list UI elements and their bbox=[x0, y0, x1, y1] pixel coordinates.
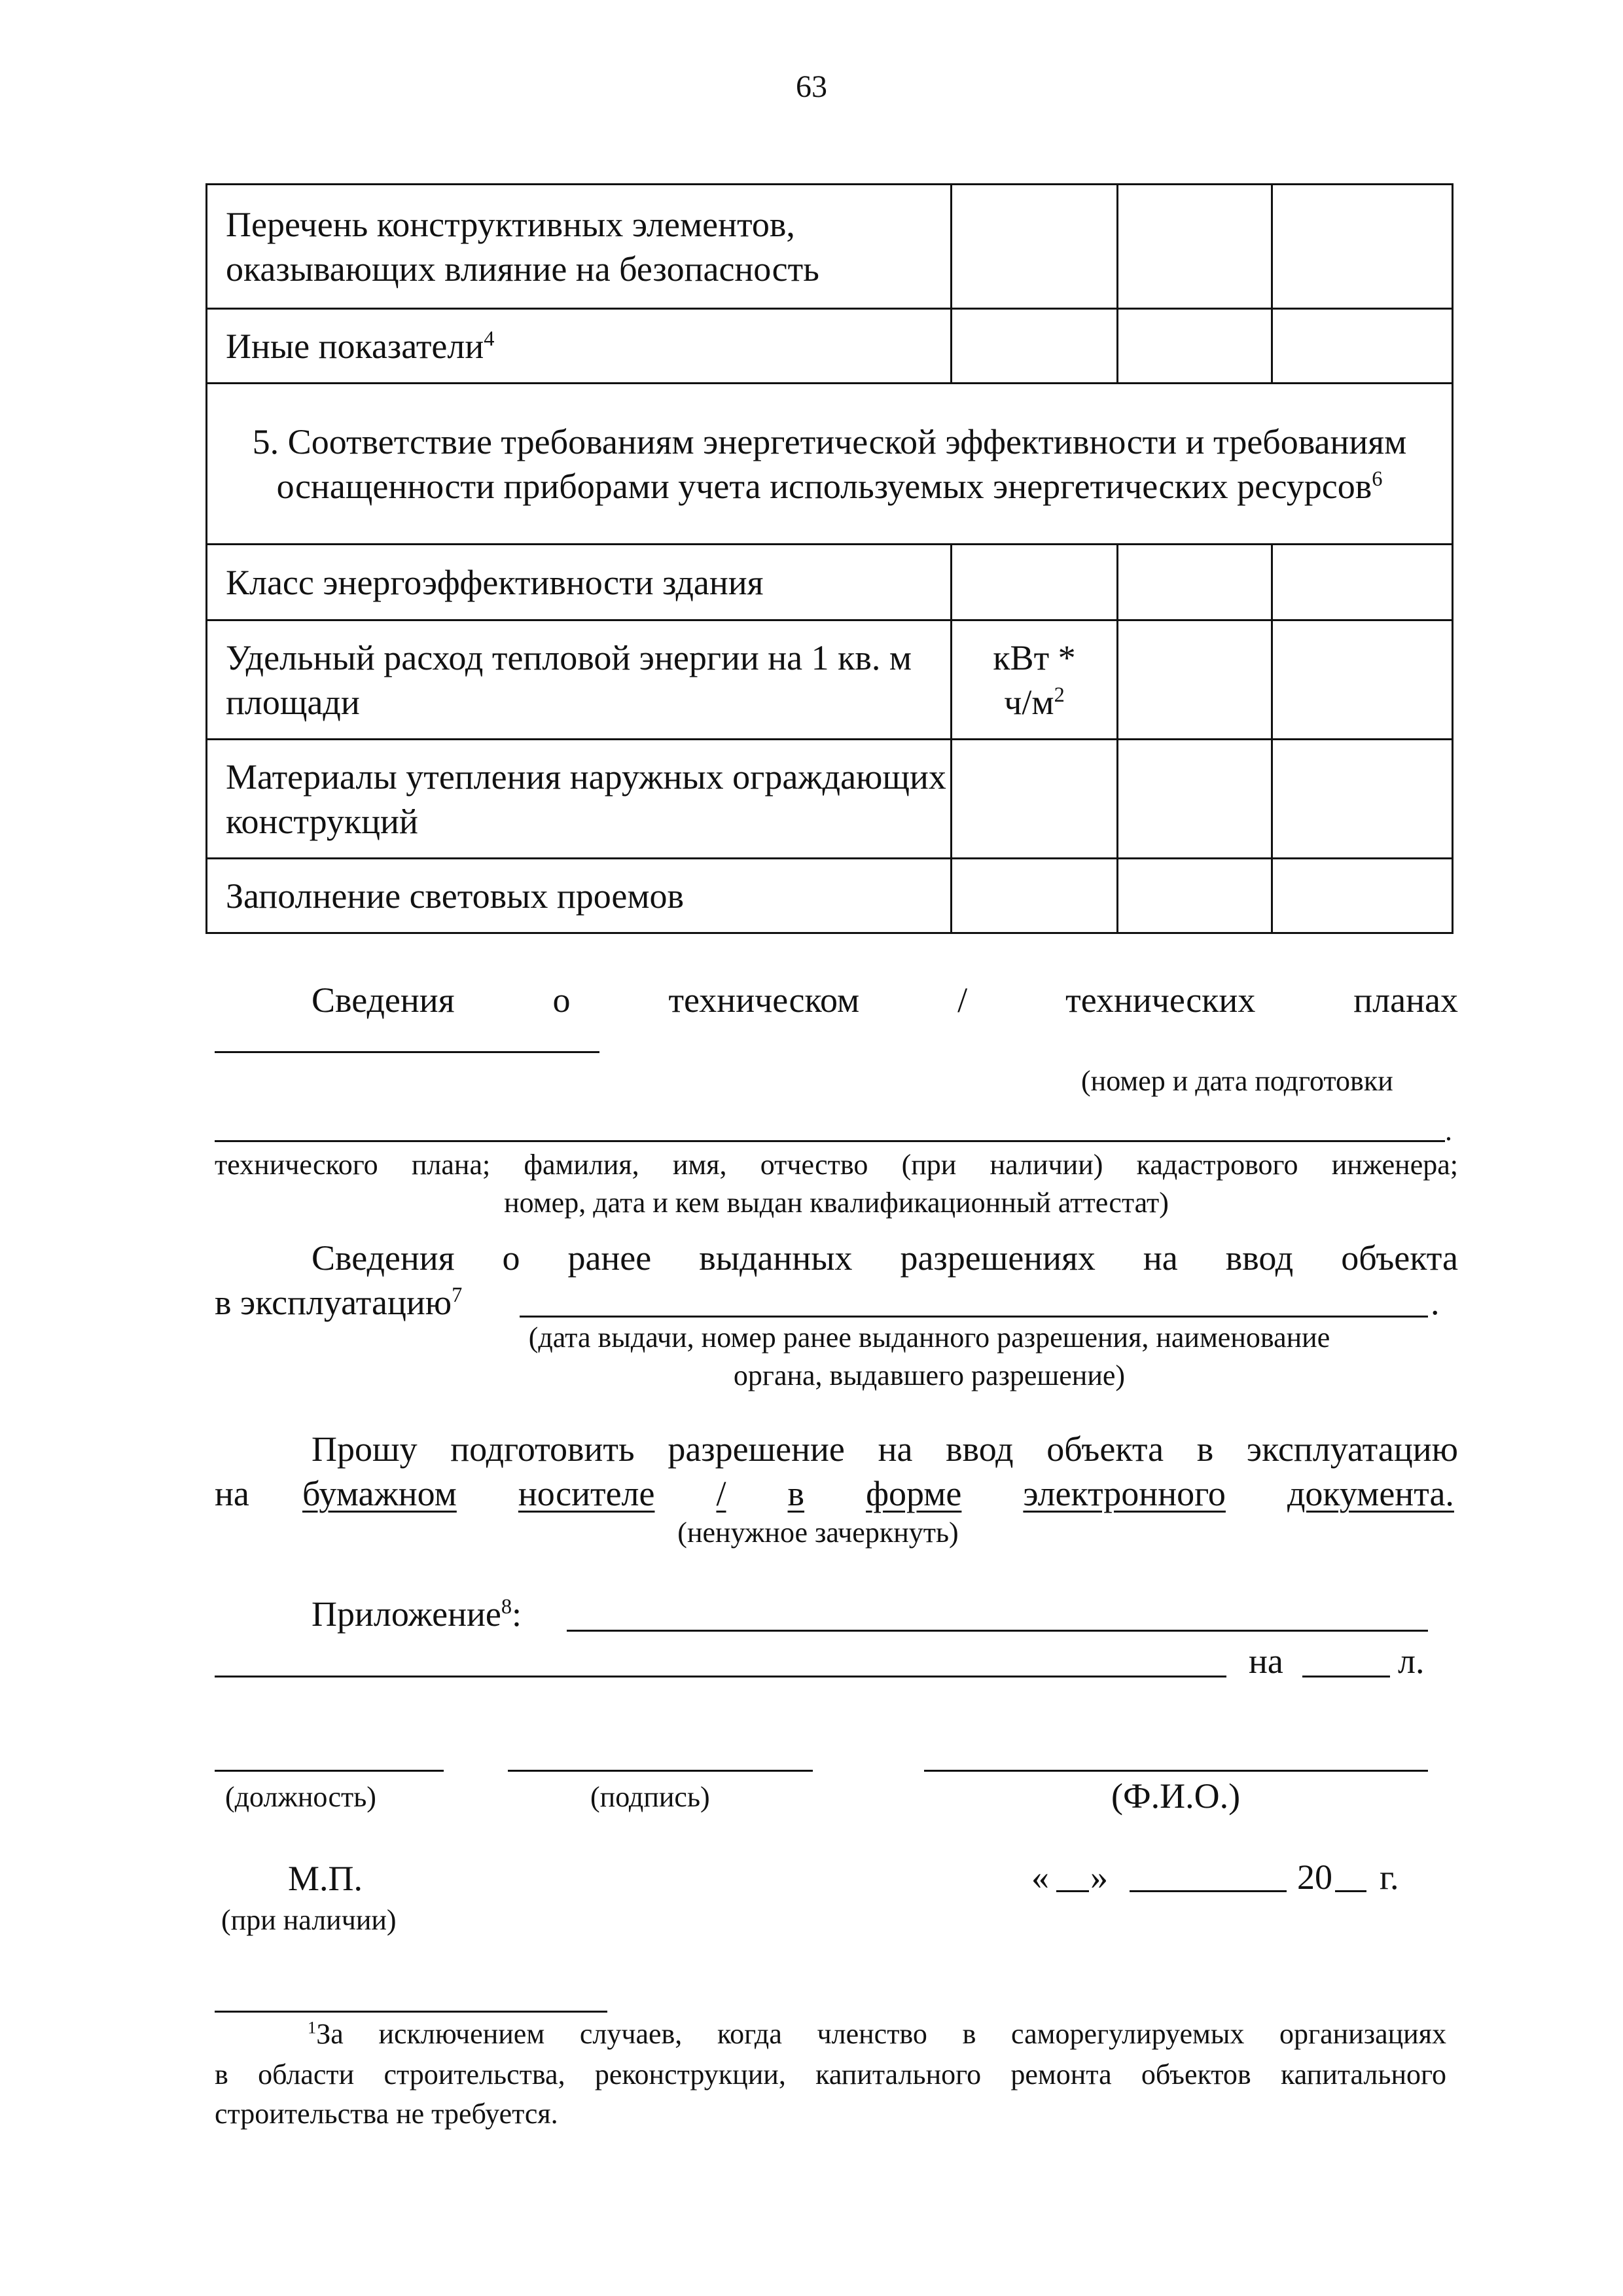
word: капитального bbox=[1281, 2058, 1446, 2090]
table-row bbox=[207, 545, 1453, 620]
row-insulation-label: Материалы утепления наружных ограждающих конструкций bbox=[207, 740, 952, 859]
table-cell bbox=[1118, 309, 1272, 384]
word: / bbox=[957, 980, 968, 1020]
request-line-1: Прошу подготовить разрешение на ввод объекта в эксплуатацию bbox=[312, 1429, 1458, 1469]
row-other-label bbox=[207, 309, 952, 384]
signature-label: (подпись) bbox=[590, 1781, 710, 1813]
unit-line-2 bbox=[952, 680, 1116, 725]
date-quote-open: « bbox=[1031, 1857, 1049, 1897]
word: За bbox=[316, 2018, 344, 2050]
word: форме bbox=[866, 1474, 962, 1513]
table-row bbox=[207, 859, 1453, 933]
prev-permits-line-2 bbox=[215, 1280, 462, 1325]
row-openings-label: Заполнение световых проемов bbox=[207, 859, 952, 933]
section5-heading bbox=[207, 384, 1453, 545]
table-cell bbox=[1272, 859, 1453, 933]
page-number: 63 bbox=[796, 69, 827, 104]
word: Сведения bbox=[312, 1238, 455, 1278]
table-cell bbox=[952, 740, 1118, 859]
attachment-na: на bbox=[1249, 1641, 1283, 1681]
position-blank[interactable] bbox=[215, 1770, 444, 1772]
table-cell bbox=[1272, 620, 1453, 740]
footnote-line-2 bbox=[215, 2056, 1446, 2093]
tech-plans-blank[interactable] bbox=[215, 1051, 599, 1053]
year-prefix: 20 bbox=[1297, 1857, 1332, 1897]
word: о bbox=[502, 1238, 520, 1278]
unit-exponent: 2 bbox=[1054, 683, 1065, 707]
attachment-blank-2[interactable] bbox=[215, 1676, 1226, 1677]
row-construct-label: Перечень конструктивных элементов, оказывающих влияние на безопасность bbox=[207, 185, 952, 309]
request-on: на bbox=[215, 1474, 249, 1513]
table-cell bbox=[952, 545, 1118, 620]
word: ранее bbox=[567, 1238, 652, 1278]
word: объекта bbox=[1341, 1238, 1458, 1278]
word: планах bbox=[1353, 980, 1458, 1020]
attachment-label bbox=[312, 1592, 522, 1636]
attachment-l: л. bbox=[1398, 1641, 1425, 1681]
word: капитального bbox=[815, 2058, 982, 2090]
fio-blank[interactable] bbox=[924, 1770, 1428, 1772]
word: саморегулируемых bbox=[1011, 2018, 1245, 2050]
prev-permits-hint-1: (дата выдачи, номер ранее выданного разрешения, наименование bbox=[528, 1321, 1330, 1354]
word: реконструкции, bbox=[594, 2058, 786, 2090]
word: строительства, bbox=[383, 2058, 565, 2090]
table-cell bbox=[1118, 185, 1272, 309]
word: когда bbox=[717, 2018, 782, 2050]
unit-line-1: кВт * bbox=[993, 637, 1076, 677]
word: в bbox=[215, 2058, 228, 2090]
word: исключением bbox=[378, 2018, 545, 2050]
footnote-line-3: строительства не требуется. bbox=[215, 2098, 558, 2130]
prev-permits-blank[interactable] bbox=[520, 1316, 1428, 1318]
attachment-blank[interactable] bbox=[567, 1630, 1428, 1632]
table-cell bbox=[952, 859, 1118, 933]
word: ввод bbox=[1225, 1238, 1294, 1278]
table-cell bbox=[1272, 545, 1453, 620]
tech-plans-blank-2[interactable] bbox=[215, 1140, 1445, 1142]
stamp-mp: М.П. bbox=[288, 1859, 363, 1898]
table-cell bbox=[952, 185, 1118, 309]
tech-plans-hint-3: номер, дата и кем выдан квалификационный аттестат) bbox=[504, 1187, 1169, 1219]
table-cell bbox=[952, 309, 1118, 384]
word: на bbox=[1143, 1238, 1178, 1278]
delivery-options bbox=[302, 1471, 1454, 1516]
word: технических bbox=[1065, 980, 1256, 1020]
footnote-ref: 7 bbox=[452, 1283, 463, 1307]
option-paper[interactable]: бумажном bbox=[302, 1474, 457, 1513]
year-blank[interactable] bbox=[1335, 1890, 1366, 1892]
option-electronic[interactable]: электронного bbox=[1023, 1474, 1226, 1513]
table-section-row bbox=[207, 384, 1453, 545]
word: членство bbox=[817, 2018, 927, 2050]
attachment-pages-blank[interactable] bbox=[1302, 1676, 1390, 1677]
table-cell bbox=[1272, 185, 1453, 309]
word: о bbox=[552, 980, 571, 1020]
table-row bbox=[207, 620, 1453, 740]
prev-permits-hint-2: органа, выдавшего разрешение) bbox=[733, 1359, 1126, 1391]
row-class-label: Класс энергоэффективности здания bbox=[207, 545, 952, 620]
word: Сведения bbox=[312, 980, 455, 1020]
table-cell bbox=[1272, 309, 1453, 384]
word: случаев, bbox=[579, 2018, 683, 2050]
row-heat-unit bbox=[952, 620, 1118, 740]
footnote-ref: 4 bbox=[484, 327, 495, 351]
word: в bbox=[787, 1474, 805, 1513]
request-hint: (ненужное зачеркнуть) bbox=[677, 1516, 959, 1549]
footnote-ref: 6 bbox=[1372, 467, 1383, 491]
word: техническом bbox=[668, 980, 860, 1020]
word: объектов bbox=[1141, 2058, 1251, 2090]
word: разрешениях bbox=[900, 1238, 1096, 1278]
word: / bbox=[716, 1474, 726, 1513]
word: в bbox=[962, 2018, 976, 2050]
table-cell bbox=[1118, 740, 1272, 859]
footnote-start bbox=[308, 2016, 344, 2053]
table-row bbox=[207, 309, 1453, 384]
word: выданных bbox=[699, 1238, 853, 1278]
signature-blank[interactable] bbox=[508, 1770, 813, 1772]
word: носителе bbox=[518, 1474, 655, 1513]
unit-text: ч/м bbox=[1004, 682, 1054, 722]
table-cell bbox=[1118, 859, 1272, 933]
word: документа. bbox=[1287, 1474, 1454, 1513]
row-heat-label: Удельный расход тепловой энергии на 1 кв. м площади bbox=[207, 620, 952, 740]
prev-permits-text: в эксплуатацию bbox=[215, 1283, 452, 1322]
table-row bbox=[207, 740, 1453, 859]
footnote-ref: 8 bbox=[501, 1595, 512, 1619]
tech-plans-hint-1: (номер и дата подготовки bbox=[1081, 1065, 1393, 1097]
period: . bbox=[1431, 1283, 1440, 1322]
section5-text: 5. Соответствие требованиям энергетической эффективности и требованиям оснащенности приборами учета используемых энергетических ресурсов bbox=[252, 422, 1407, 506]
footnote-number: 1 bbox=[308, 2017, 317, 2037]
table-cell bbox=[1118, 620, 1272, 740]
year-suffix: г. bbox=[1380, 1857, 1399, 1897]
month-blank[interactable] bbox=[1130, 1890, 1287, 1892]
tech-plans-line bbox=[312, 978, 1458, 1022]
table-row bbox=[207, 185, 1453, 309]
fio-label: (Ф.И.О.) bbox=[1111, 1776, 1241, 1816]
word: организациях bbox=[1279, 2018, 1446, 2050]
prev-permits-line bbox=[312, 1236, 1458, 1280]
day-blank[interactable] bbox=[1056, 1890, 1089, 1892]
colon: : bbox=[512, 1594, 522, 1634]
word: области bbox=[258, 2058, 355, 2090]
stamp-if-any: (при наличии) bbox=[221, 1904, 397, 1936]
period: . bbox=[1445, 1115, 1452, 1147]
word: ремонта bbox=[1010, 2058, 1112, 2090]
date-quote-close: » bbox=[1090, 1857, 1108, 1897]
tech-plans-hint-2: технического плана; фамилия, имя, отчество (при наличии) кадастрового инженера; bbox=[215, 1149, 1458, 1181]
table-cell bbox=[1272, 740, 1453, 859]
position-label: (должность) bbox=[225, 1781, 376, 1813]
indicators-table bbox=[205, 183, 1454, 934]
footnote-line-1 bbox=[308, 2016, 1446, 2053]
attachment-text: Приложение bbox=[312, 1594, 501, 1634]
footnote-separator bbox=[215, 2011, 607, 2013]
table-cell bbox=[1118, 545, 1272, 620]
row-other-text: Иные показатели bbox=[226, 326, 484, 366]
